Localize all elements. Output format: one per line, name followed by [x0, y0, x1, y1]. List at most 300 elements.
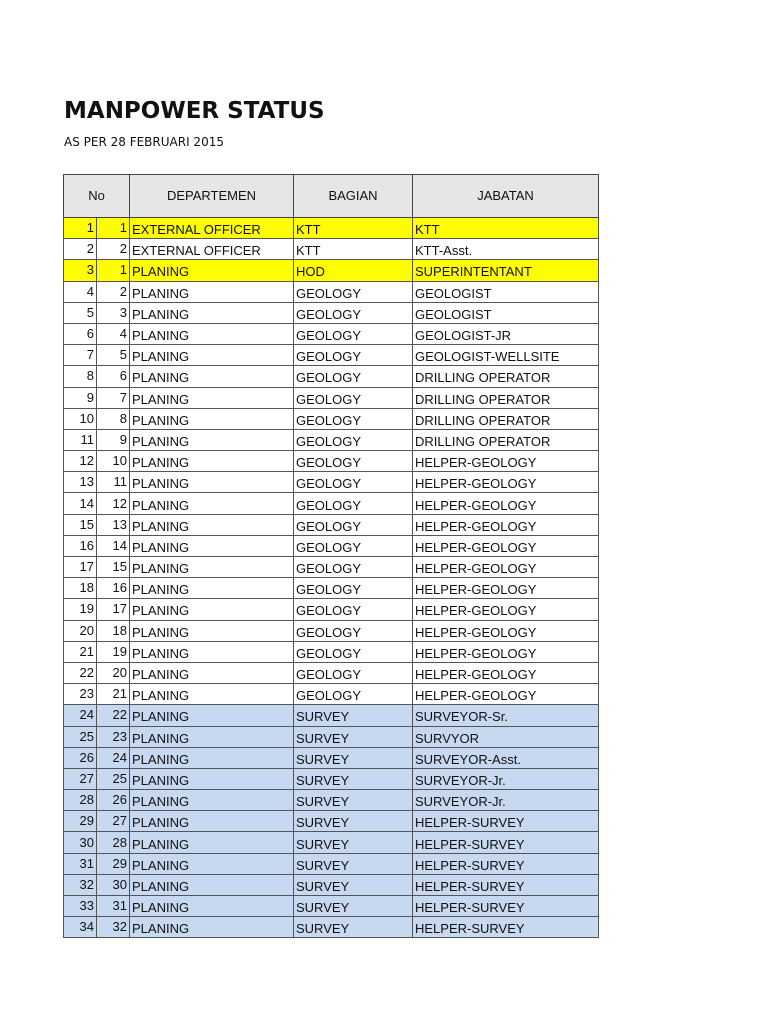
cell-sub-no-text: 31: [112, 898, 127, 914]
cell-departemen-text: PLANING: [132, 836, 190, 852]
cell-departemen[interactable]: [130, 408, 294, 429]
table-row: [64, 832, 599, 853]
cell-no[interactable]: [64, 429, 97, 450]
cell-sub-no[interactable]: [97, 302, 130, 323]
cell-jabatan-text: DRILLING OPERATOR: [415, 433, 551, 449]
cell-bagian[interactable]: [294, 387, 413, 408]
cell-departemen[interactable]: [130, 599, 294, 620]
cell-no[interactable]: [64, 366, 97, 387]
cell-bagian-text: KTT: [296, 222, 321, 238]
cell-no[interactable]: [64, 493, 97, 514]
table-row: [64, 514, 599, 535]
cell-bagian-text: SURVEY: [296, 751, 350, 767]
cell-sub-no-text: 21: [112, 686, 127, 702]
cell-bagian[interactable]: [294, 578, 413, 599]
cell-jabatan[interactable]: [413, 620, 599, 641]
cell-jabatan[interactable]: [413, 705, 599, 726]
cell-jabatan[interactable]: [413, 239, 599, 260]
cell-no[interactable]: [64, 832, 97, 853]
cell-bagian[interactable]: [294, 684, 413, 705]
cell-departemen[interactable]: [130, 239, 294, 260]
cell-jabatan[interactable]: [413, 260, 599, 281]
cell-jabatan[interactable]: [413, 345, 599, 366]
page-title: MANPOWER STATUS: [64, 98, 325, 124]
cell-bagian[interactable]: [294, 620, 413, 641]
cell-jabatan-text: HELPER-GEOLOGY: [415, 582, 537, 598]
cell-sub-no[interactable]: [97, 472, 130, 493]
cell-bagian[interactable]: [294, 535, 413, 556]
cell-sub-no[interactable]: [97, 345, 130, 366]
cell-no-text: 3: [86, 262, 94, 278]
cell-bagian[interactable]: [294, 260, 413, 281]
cell-jabatan-text: DRILLING OPERATOR: [415, 391, 551, 407]
cell-sub-no-text: 16: [112, 580, 127, 596]
cell-bagian[interactable]: [294, 493, 413, 514]
cell-no-text: 8: [86, 368, 94, 384]
table-row: [64, 768, 599, 789]
cell-departemen-text: PLANING: [132, 751, 190, 767]
cell-departemen-text: PLANING: [132, 582, 190, 598]
header-bagian[interactable]: BAGIAN: [294, 175, 413, 218]
cell-sub-no[interactable]: [97, 281, 130, 302]
cell-no[interactable]: [64, 281, 97, 302]
cell-sub-no[interactable]: [97, 662, 130, 683]
cell-sub-no[interactable]: [97, 747, 130, 768]
cell-departemen[interactable]: [130, 218, 294, 239]
cell-sub-no-text: 23: [112, 728, 127, 744]
cell-jabatan[interactable]: [413, 387, 599, 408]
cell-no[interactable]: [64, 535, 97, 556]
cell-jabatan[interactable]: [413, 896, 599, 917]
cell-bagian[interactable]: [294, 599, 413, 620]
cell-jabatan-text: GEOLOGIST: [415, 285, 492, 301]
cell-bagian[interactable]: [294, 726, 413, 747]
cell-sub-no[interactable]: [97, 493, 130, 514]
cell-bagian-text: GEOLOGY: [296, 455, 362, 471]
cell-bagian[interactable]: [294, 408, 413, 429]
cell-no[interactable]: [64, 239, 97, 260]
manpower-table: [63, 174, 599, 938]
cell-departemen[interactable]: [130, 493, 294, 514]
cell-departemen[interactable]: [130, 832, 294, 853]
cell-bagian-text: SURVEY: [296, 730, 350, 746]
cell-jabatan[interactable]: [413, 599, 599, 620]
cell-jabatan[interactable]: [413, 768, 599, 789]
cell-bagian[interactable]: [294, 768, 413, 789]
cell-bagian[interactable]: [294, 705, 413, 726]
cell-jabatan-text: HELPER-SURVEY: [415, 857, 525, 873]
cell-departemen[interactable]: [130, 429, 294, 450]
cell-jabatan[interactable]: [413, 557, 599, 578]
header-no[interactable]: No: [64, 175, 130, 218]
cell-no[interactable]: [64, 345, 97, 366]
cell-sub-no[interactable]: [97, 705, 130, 726]
cell-bagian-text: GEOLOGY: [296, 285, 362, 301]
cell-bagian[interactable]: [294, 281, 413, 302]
cell-no[interactable]: [64, 599, 97, 620]
cell-jabatan-text: DRILLING OPERATOR: [415, 370, 551, 386]
cell-no[interactable]: [64, 790, 97, 811]
cell-no[interactable]: [64, 853, 97, 874]
cell-no[interactable]: [64, 578, 97, 599]
cell-no-text: 2: [86, 241, 94, 257]
cell-sub-no-text: 5: [119, 347, 127, 363]
cell-departemen[interactable]: [130, 302, 294, 323]
cell-bagian-text: GEOLOGY: [296, 582, 362, 598]
cell-bagian[interactable]: [294, 218, 413, 239]
cell-jabatan[interactable]: [413, 811, 599, 832]
cell-bagian-text: GEOLOGY: [296, 518, 362, 534]
cell-jabatan-text: GEOLOGIST-JR: [415, 328, 512, 344]
cell-departemen-text: PLANING: [132, 921, 190, 937]
cell-no[interactable]: [64, 768, 97, 789]
cell-sub-no[interactable]: [97, 323, 130, 344]
cell-jabatan[interactable]: [413, 917, 599, 938]
cell-sub-no[interactable]: [97, 832, 130, 853]
cell-sub-no-text: 19: [112, 643, 127, 659]
cell-bagian[interactable]: [294, 323, 413, 344]
cell-sub-no-text: 18: [112, 622, 127, 638]
table-row: [64, 811, 599, 832]
cell-departemen[interactable]: [130, 345, 294, 366]
cell-sub-no[interactable]: [97, 535, 130, 556]
cell-no[interactable]: [64, 684, 97, 705]
cell-bagian-text: GEOLOGY: [296, 391, 362, 407]
cell-departemen[interactable]: [130, 917, 294, 938]
table-row: [64, 917, 599, 938]
cell-bagian[interactable]: [294, 917, 413, 938]
cell-bagian[interactable]: [294, 747, 413, 768]
cell-no[interactable]: [64, 451, 97, 472]
cell-jabatan-text: HELPER-GEOLOGY: [415, 476, 537, 492]
cell-sub-no-text: 24: [112, 749, 127, 765]
cell-bagian-text: SURVEY: [296, 857, 350, 873]
table-row: [64, 705, 599, 726]
cell-bagian-text: KTT: [296, 243, 321, 259]
table-row: [64, 684, 599, 705]
cell-departemen[interactable]: [130, 811, 294, 832]
table-row: [64, 408, 599, 429]
cell-sub-no[interactable]: [97, 726, 130, 747]
cell-bagian[interactable]: [294, 874, 413, 895]
cell-sub-no[interactable]: [97, 429, 130, 450]
cell-no-text: 34: [79, 919, 94, 935]
cell-sub-no-text: 17: [112, 601, 127, 617]
cell-sub-no[interactable]: [97, 578, 130, 599]
cell-departemen[interactable]: [130, 790, 294, 811]
cell-departemen-text: PLANING: [132, 476, 190, 492]
cell-no[interactable]: [64, 557, 97, 578]
cell-jabatan-text: SURVEYOR-Jr.: [415, 772, 506, 788]
cell-no-text: 32: [79, 876, 94, 892]
cell-departemen[interactable]: [130, 514, 294, 535]
cell-departemen[interactable]: [130, 662, 294, 683]
cell-departemen-text: PLANING: [132, 539, 190, 555]
cell-no-text: 30: [79, 834, 94, 850]
cell-no-text: 20: [79, 622, 94, 638]
cell-sub-no-text: 14: [112, 537, 127, 553]
cell-departemen[interactable]: [130, 705, 294, 726]
cell-bagian[interactable]: [294, 896, 413, 917]
cell-departemen[interactable]: [130, 641, 294, 662]
cell-no[interactable]: [64, 641, 97, 662]
table-row: [64, 239, 599, 260]
cell-departemen[interactable]: [130, 535, 294, 556]
cell-sub-no-text: 4: [119, 326, 127, 342]
cell-departemen-text: PLANING: [132, 497, 190, 513]
cell-no[interactable]: [64, 323, 97, 344]
cell-jabatan[interactable]: [413, 514, 599, 535]
cell-jabatan-text: SURVEYOR-Sr.: [415, 709, 508, 725]
cell-departemen[interactable]: [130, 896, 294, 917]
cell-sub-no[interactable]: [97, 874, 130, 895]
cell-no[interactable]: [64, 874, 97, 895]
cell-no-text: 28: [79, 792, 94, 808]
cell-no-text: 5: [86, 304, 94, 320]
cell-sub-no-text: 13: [112, 516, 127, 532]
cell-sub-no[interactable]: [97, 790, 130, 811]
cell-jabatan-text: HELPER-SURVEY: [415, 921, 525, 937]
cell-no-text: 29: [79, 813, 94, 829]
cell-departemen[interactable]: [130, 726, 294, 747]
cell-sub-no[interactable]: [97, 684, 130, 705]
cell-sub-no[interactable]: [97, 514, 130, 535]
table-row: [64, 260, 599, 281]
cell-bagian[interactable]: [294, 790, 413, 811]
cell-bagian[interactable]: [294, 811, 413, 832]
cell-jabatan-text: HELPER-SURVEY: [415, 878, 525, 894]
cell-bagian-text: SURVEY: [296, 709, 350, 725]
cell-departemen-text: PLANING: [132, 772, 190, 788]
cell-no[interactable]: [64, 811, 97, 832]
cell-departemen[interactable]: [130, 281, 294, 302]
cell-departemen[interactable]: [130, 620, 294, 641]
cell-no-text: 31: [79, 855, 94, 871]
cell-no[interactable]: [64, 726, 97, 747]
cell-jabatan[interactable]: [413, 281, 599, 302]
cell-bagian[interactable]: [294, 832, 413, 853]
cell-no[interactable]: [64, 472, 97, 493]
cell-jabatan[interactable]: [413, 684, 599, 705]
cell-sub-no[interactable]: [97, 451, 130, 472]
cell-departemen-text: PLANING: [132, 815, 190, 831]
cell-sub-no[interactable]: [97, 557, 130, 578]
cell-departemen[interactable]: [130, 323, 294, 344]
cell-jabatan[interactable]: [413, 302, 599, 323]
cell-jabatan-text: HELPER-GEOLOGY: [415, 518, 537, 534]
cell-sub-no[interactable]: [97, 408, 130, 429]
cell-no[interactable]: [64, 302, 97, 323]
cell-departemen[interactable]: [130, 578, 294, 599]
cell-jabatan[interactable]: [413, 451, 599, 472]
cell-jabatan[interactable]: [413, 323, 599, 344]
cell-jabatan[interactable]: [413, 853, 599, 874]
cell-sub-no-text: 8: [119, 410, 127, 426]
cell-bagian-text: SURVEY: [296, 815, 350, 831]
cell-departemen[interactable]: [130, 260, 294, 281]
cell-jabatan-text: SURVEYOR-Jr.: [415, 794, 506, 810]
cell-bagian[interactable]: [294, 451, 413, 472]
cell-departemen-text: PLANING: [132, 306, 190, 322]
cell-sub-no[interactable]: [97, 641, 130, 662]
cell-bagian[interactable]: [294, 345, 413, 366]
table-row: [64, 535, 599, 556]
cell-sub-no-text: 7: [119, 389, 127, 405]
cell-jabatan[interactable]: [413, 493, 599, 514]
cell-sub-no-text: 9: [119, 431, 127, 447]
cell-departemen[interactable]: [130, 557, 294, 578]
table-row: [64, 578, 599, 599]
cell-sub-no[interactable]: [97, 239, 130, 260]
cell-departemen-text: PLANING: [132, 667, 190, 683]
cell-bagian[interactable]: [294, 239, 413, 260]
cell-jabatan[interactable]: [413, 472, 599, 493]
cell-sub-no-text: 30: [112, 876, 127, 892]
cell-bagian-text: GEOLOGY: [296, 667, 362, 683]
cell-bagian-text: GEOLOGY: [296, 539, 362, 555]
cell-jabatan[interactable]: [413, 790, 599, 811]
cell-sub-no[interactable]: [97, 896, 130, 917]
cell-no-text: 13: [79, 474, 94, 490]
cell-departemen[interactable]: [130, 472, 294, 493]
cell-bagian[interactable]: [294, 641, 413, 662]
table-row: [64, 387, 599, 408]
cell-jabatan[interactable]: [413, 429, 599, 450]
cell-jabatan-text: HELPER-GEOLOGY: [415, 603, 537, 619]
cell-departemen[interactable]: [130, 366, 294, 387]
report-date: AS PER 28 FEBRUARI 2015: [64, 135, 224, 149]
cell-departemen[interactable]: [130, 768, 294, 789]
cell-no-text: 15: [79, 516, 94, 532]
cell-jabatan-text: SUPERINTENTANT: [415, 264, 532, 280]
cell-bagian[interactable]: [294, 514, 413, 535]
cell-no[interactable]: [64, 620, 97, 641]
cell-sub-no[interactable]: [97, 853, 130, 874]
cell-bagian-text: SURVEY: [296, 772, 350, 788]
cell-jabatan[interactable]: [413, 874, 599, 895]
cell-sub-no[interactable]: [97, 811, 130, 832]
cell-departemen[interactable]: [130, 747, 294, 768]
cell-bagian[interactable]: [294, 302, 413, 323]
cell-jabatan-text: KTT-Asst.: [415, 243, 473, 259]
cell-sub-no-text: 22: [112, 707, 127, 723]
cell-sub-no[interactable]: [97, 260, 130, 281]
table-row: [64, 281, 599, 302]
cell-no[interactable]: [64, 747, 97, 768]
cell-sub-no[interactable]: [97, 599, 130, 620]
cell-departemen[interactable]: [130, 853, 294, 874]
cell-no-text: 25: [79, 728, 94, 744]
cell-bagian[interactable]: [294, 366, 413, 387]
cell-sub-no[interactable]: [97, 366, 130, 387]
cell-jabatan-text: HELPER-GEOLOGY: [415, 645, 537, 661]
cell-jabatan[interactable]: [413, 366, 599, 387]
table-body: [64, 218, 599, 938]
cell-sub-no-text: 12: [112, 495, 127, 511]
cell-sub-no[interactable]: [97, 768, 130, 789]
cell-sub-no[interactable]: [97, 620, 130, 641]
cell-departemen[interactable]: [130, 684, 294, 705]
cell-jabatan-text: HELPER-GEOLOGY: [415, 561, 537, 577]
table-row: [64, 790, 599, 811]
cell-bagian-text: GEOLOGY: [296, 645, 362, 661]
table-row: [64, 726, 599, 747]
cell-departemen[interactable]: [130, 387, 294, 408]
cell-bagian[interactable]: [294, 472, 413, 493]
cell-sub-no-text: 29: [112, 855, 127, 871]
cell-jabatan[interactable]: [413, 578, 599, 599]
cell-bagian-text: SURVEY: [296, 836, 350, 852]
cell-jabatan[interactable]: [413, 747, 599, 768]
cell-departemen-text: PLANING: [132, 688, 190, 704]
table-header-row: [64, 175, 599, 218]
cell-departemen-text: PLANING: [132, 645, 190, 661]
cell-jabatan[interactable]: [413, 832, 599, 853]
cell-jabatan[interactable]: [413, 218, 599, 239]
cell-jabatan-text: SURVYOR: [415, 730, 480, 746]
cell-sub-no[interactable]: [97, 917, 130, 938]
cell-sub-no[interactable]: [97, 218, 130, 239]
cell-bagian-text: GEOLOGY: [296, 433, 362, 449]
cell-bagian[interactable]: [294, 557, 413, 578]
cell-bagian-text: SURVEY: [296, 900, 350, 916]
cell-no-text: 22: [79, 665, 94, 681]
cell-bagian-text: GEOLOGY: [296, 497, 362, 513]
cell-departemen-text: PLANING: [132, 603, 190, 619]
cell-bagian[interactable]: [294, 662, 413, 683]
cell-no[interactable]: [64, 705, 97, 726]
cell-jabatan-text: HELPER-SURVEY: [415, 836, 525, 852]
cell-departemen[interactable]: [130, 451, 294, 472]
cell-no[interactable]: [64, 662, 97, 683]
cell-no[interactable]: [64, 514, 97, 535]
cell-jabatan[interactable]: [413, 641, 599, 662]
table-row: [64, 472, 599, 493]
cell-no[interactable]: [64, 260, 97, 281]
table-row: [64, 218, 599, 239]
cell-jabatan[interactable]: [413, 408, 599, 429]
cell-departemen-text: PLANING: [132, 455, 190, 471]
table-row: [64, 493, 599, 514]
cell-bagian[interactable]: [294, 429, 413, 450]
table-row: [64, 429, 599, 450]
cell-departemen[interactable]: [130, 874, 294, 895]
cell-jabatan[interactable]: [413, 726, 599, 747]
cell-no[interactable]: [64, 387, 97, 408]
header-jabatan[interactable]: JABATAN: [413, 175, 599, 218]
cell-sub-no[interactable]: [97, 387, 130, 408]
cell-jabatan-text: HELPER-GEOLOGY: [415, 667, 537, 683]
cell-no[interactable]: [64, 218, 97, 239]
cell-sub-no-text: 3: [119, 304, 127, 320]
cell-departemen-text: EXTERNAL OFFICER: [132, 222, 261, 238]
cell-no[interactable]: [64, 896, 97, 917]
cell-no[interactable]: [64, 917, 97, 938]
table-row: [64, 747, 599, 768]
cell-jabatan[interactable]: [413, 535, 599, 556]
cell-jabatan[interactable]: [413, 662, 599, 683]
header-departemen[interactable]: DEPARTEMEN: [130, 175, 294, 218]
cell-departemen-text: PLANING: [132, 709, 190, 725]
cell-bagian[interactable]: [294, 853, 413, 874]
cell-sub-no-text: 25: [112, 770, 127, 786]
cell-no[interactable]: [64, 408, 97, 429]
table-row: [64, 323, 599, 344]
cell-departemen-text: PLANING: [132, 391, 190, 407]
cell-no-text: 6: [86, 326, 94, 342]
cell-bagian-text: GEOLOGY: [296, 328, 362, 344]
cell-sub-no-text: 1: [119, 262, 127, 278]
